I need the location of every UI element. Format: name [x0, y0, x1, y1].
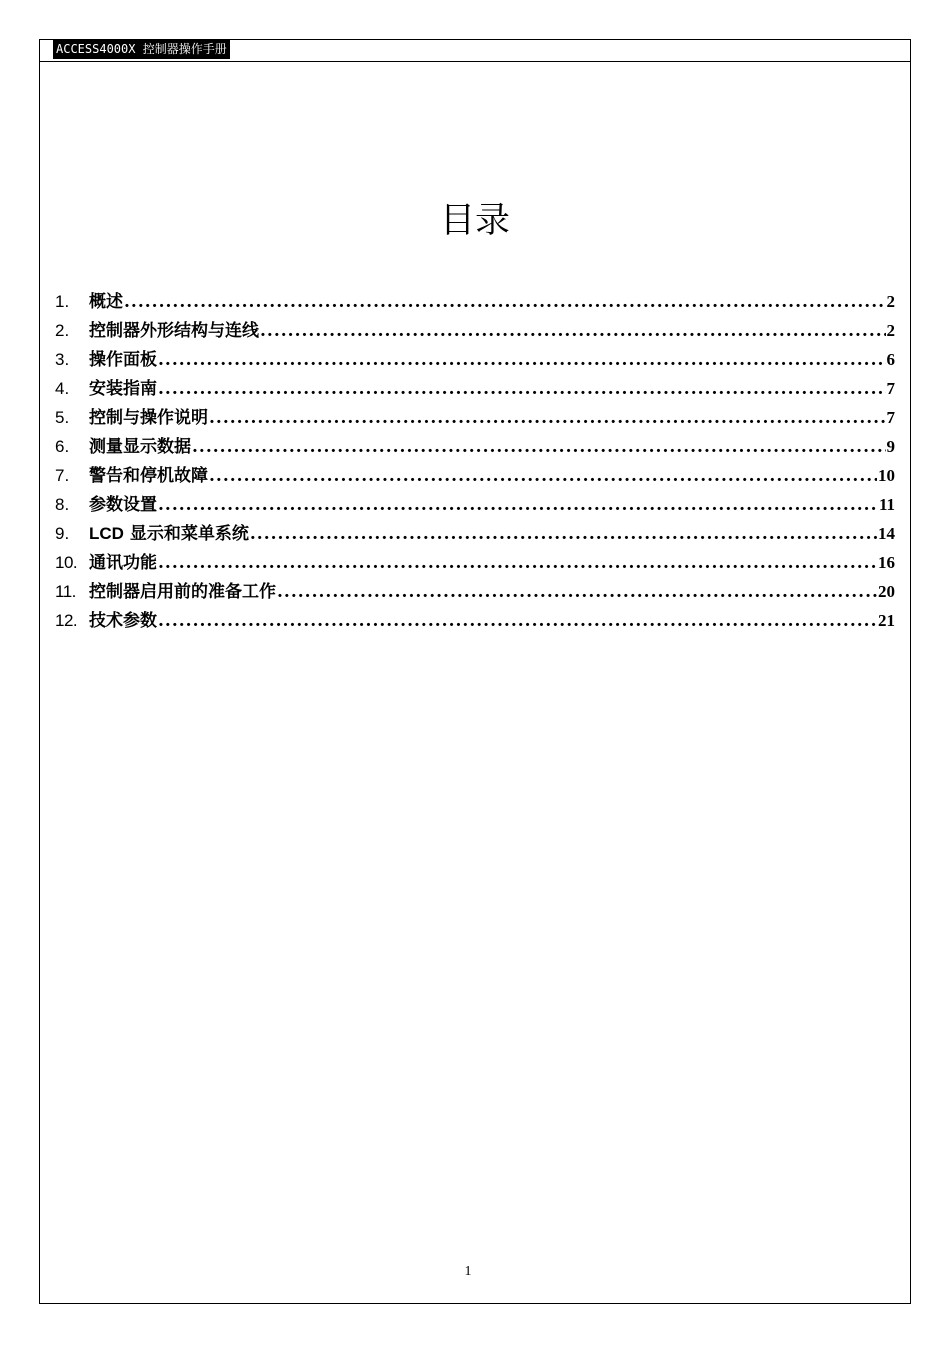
- toc-entry-lcd-menu-system[interactable]: [55, 515, 895, 544]
- toc-entry-page: 14: [878, 524, 895, 543]
- toc-entry-page: 20: [878, 582, 895, 601]
- toc-entry-technical-parameters[interactable]: [55, 602, 895, 631]
- toc-leader-dots: [158, 379, 886, 399]
- running-header: ACCESS4000X 控制器操作手册: [53, 39, 230, 59]
- toc-entry-label: 控制与操作说明: [89, 408, 208, 428]
- toc-entry-structure-wiring[interactable]: [55, 312, 895, 341]
- toc-entry-number: 2.: [55, 321, 70, 340]
- page-number: 1: [464, 1264, 472, 1279]
- toc-leader-dots: [192, 437, 886, 457]
- toc-entry-label: 测量显示数据: [89, 437, 191, 457]
- toc-leader-dots: [158, 350, 886, 370]
- toc-entry-parameter-settings[interactable]: [55, 486, 895, 515]
- toc-leader-dots: [158, 553, 877, 573]
- toc-entry-page: 7: [886, 379, 895, 398]
- toc-entry-page: 9: [886, 437, 895, 456]
- toc-entry-number: 12.: [55, 611, 78, 630]
- toc-entry-page: 2: [886, 292, 895, 311]
- toc-entry-label: 控制器外形结构与连线: [89, 321, 259, 341]
- toc-entry-number: 5.: [55, 408, 70, 427]
- toc-leader-dots: [250, 524, 877, 544]
- toc-entry-label: 通讯功能: [89, 553, 157, 573]
- toc-entry-label-text: 显示和菜单系统: [123, 524, 249, 544]
- toc-entry-page: 6: [886, 350, 895, 369]
- toc-leader-dots: [158, 495, 878, 515]
- toc-leader-dots: [260, 321, 886, 341]
- toc-entry-label: 概述: [89, 292, 123, 312]
- toc-entry-number: 1.: [55, 292, 70, 311]
- toc-entry-number: 10.: [55, 553, 78, 572]
- toc-leader-dots: [209, 408, 886, 428]
- toc-entry-number: 11.: [55, 582, 76, 601]
- toc-entry-page: 16: [878, 553, 895, 572]
- toc-entry-label: 操作面板: [89, 350, 157, 370]
- header-rule: [39, 61, 911, 62]
- toc-entry-page: 10: [878, 466, 895, 485]
- toc-entry-page: 2: [886, 321, 895, 340]
- toc-entry-label: 技术参数: [89, 611, 157, 631]
- toc-entry-number: 3.: [55, 350, 70, 369]
- toc-entry-label: 控制器启用前的准备工作: [89, 582, 276, 602]
- toc-entry-control-operation[interactable]: [55, 399, 895, 428]
- toc-entry-number: 4.: [55, 379, 70, 398]
- toc-leader-dots: [124, 292, 886, 312]
- toc-entry-number: 9.: [55, 524, 70, 543]
- toc-entry-operation-panel[interactable]: [55, 341, 895, 370]
- toc-entry-page: 7: [886, 408, 895, 427]
- toc-entry-label: 安装指南: [89, 379, 157, 399]
- toc-entry-label-prefix: LCD: [89, 524, 124, 543]
- toc-leader-dots: [277, 582, 877, 602]
- toc-entry-number: 6.: [55, 437, 70, 456]
- toc-entry-label: 警告和停机故障: [89, 466, 208, 486]
- toc-entry-communication[interactable]: [55, 544, 895, 573]
- toc-entry-warnings-faults[interactable]: [55, 457, 895, 486]
- toc-leader-dots: [209, 466, 877, 486]
- toc-entry-measurement-data[interactable]: [55, 428, 895, 457]
- toc-leader-dots: [158, 611, 877, 631]
- toc-entry-label: [89, 519, 249, 544]
- toc-entry-number: 8.: [55, 495, 70, 514]
- toc-entry-overview[interactable]: [55, 283, 895, 312]
- toc-entry-page: 11: [878, 495, 895, 514]
- toc-title: 目录: [439, 201, 510, 242]
- toc-entry-page: 21: [878, 611, 895, 630]
- toc-entry-number: 7.: [55, 466, 70, 485]
- table-of-contents: [55, 283, 895, 631]
- toc-entry-preparation[interactable]: [55, 573, 895, 602]
- toc-entry-installation-guide[interactable]: [55, 370, 895, 399]
- toc-entry-label: 参数设置: [89, 495, 157, 515]
